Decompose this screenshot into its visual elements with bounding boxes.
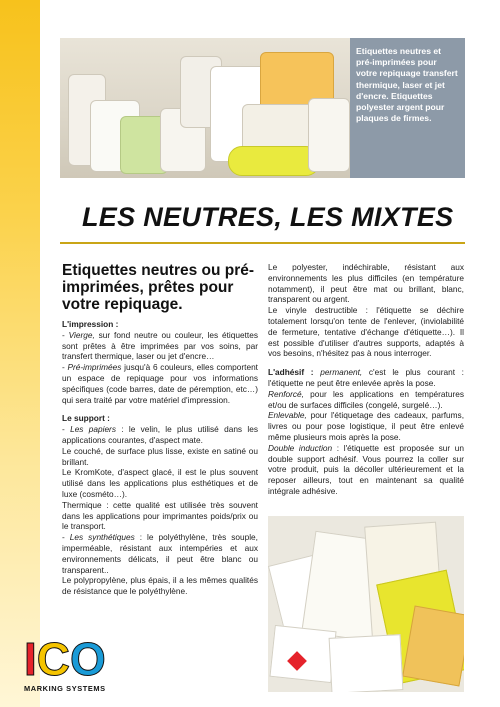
support-item: Le couché, de surface plus lisse, existe en satiné ou brillant. — [62, 445, 258, 467]
vinyle-paragraph: Le vinyle destructible : l'étiquette se déchire totalement lorsqu'on tente de l'enlever, (inviolabilité de fermeture, tentative d'échange d'étiquette…). Il est possible d'utiliser d'autres supports, adaptés à vos besoins, n'hésitez pas à nous interroger. — [268, 305, 464, 359]
right-column — [268, 262, 464, 497]
logo-subtitle: MARKING SYSTEMS — [24, 684, 106, 693]
logo-letter: C — [36, 633, 71, 685]
impression-item: - Pré-imprimées jusqu'à 6 couleurs, elles comportent un espace de repiquage pour vos informations spécifiques (code barres, date de péremption, etc…) qui sera traité par votre matériel d'impression. — [62, 362, 258, 405]
adhesif-item: Enlevable, pour l'étiquetage des cadeaux, parfums, livres ou pour pose logistique, il peut être enlevé même plusieurs mois après la pose. — [268, 410, 464, 442]
support-title: Le support : — [62, 413, 110, 424]
left-color-band — [0, 0, 40, 707]
logo-letters — [24, 633, 124, 685]
section-heading: Etiquettes neutres ou pré-imprimées, prêtes pour votre repiquage. — [62, 262, 255, 313]
ico-logo — [24, 633, 124, 698]
label-sheets-photo — [268, 516, 464, 692]
hero-banner — [60, 38, 465, 178]
support-item: - Les synthétiques : le polyéthylène, très souple, imperméable, résistant aux intempéries et aux environnements délicats, il peut être blanc ou transparent.. — [62, 532, 258, 575]
adhesif-item: Double induction : l'étiquette est proposée sur un double support adhésif. Vous pourrez la coller sur votre produit, puis la décoller ultérieurement et la reposer ailleurs, tout en maintenant sa qualité intégrale adhésive. — [268, 442, 464, 496]
adhesif-title: L'adhésif : — [268, 367, 314, 378]
logo-letter: O — [70, 633, 106, 685]
polyester-paragraph: Le polyester, indéchirable, résistant aux environnements les plus difficiles (en température notamment), il peut être mat ou brillant, blanc, transparent ou argent. — [268, 262, 464, 305]
page-title: LES NEUTRES, LES MIXTES — [82, 202, 454, 232]
logo-letter: I — [24, 633, 37, 685]
support-item: Thermique : cette qualité est utilisée très souvent dans les applications pour imprimantes poids/prix ou le transport. — [62, 499, 258, 532]
hero-caption: Etiquettes neutres et pré-imprimées pour votre repiquage transfert thermique, laser et jet d'encre. Etiquettes polyester argent pour plaques de firmes. — [350, 38, 465, 178]
label-rolls-photo — [60, 38, 350, 178]
impression-title: L'impression : — [62, 319, 119, 329]
support-item: Le polypropylène, plus épais, il a les mêmes qualités de résistance que le polyéthylène. — [62, 575, 258, 597]
support-item: - Les papiers : le velin, le plus utilisé dans les applications courantes, d'aspect mate. — [62, 424, 258, 445]
title-rule — [60, 242, 465, 244]
left-column — [62, 262, 258, 597]
adhesif-item: Renforcé, pour les applications en températures et/ou de surfaces difficiles (congelé, surgelé…). — [268, 388, 464, 410]
impression-item: - Vierge, sur fond neutre ou couleur, les étiquettes sont prêtes à être imprimées par vos soins, par transfert thermique, laser ou jet d'encre… — [62, 329, 258, 362]
support-item: Le KromKote, d'aspect glacé, il est le plus souvent utilisé dans les applications plus esthétiques et de luxe (cosméto…). — [62, 467, 258, 499]
adhesif-item: L'adhésif : permanent, c'est le plus courant : l'étiquette ne peut être enlevée après la pose. — [268, 367, 464, 388]
